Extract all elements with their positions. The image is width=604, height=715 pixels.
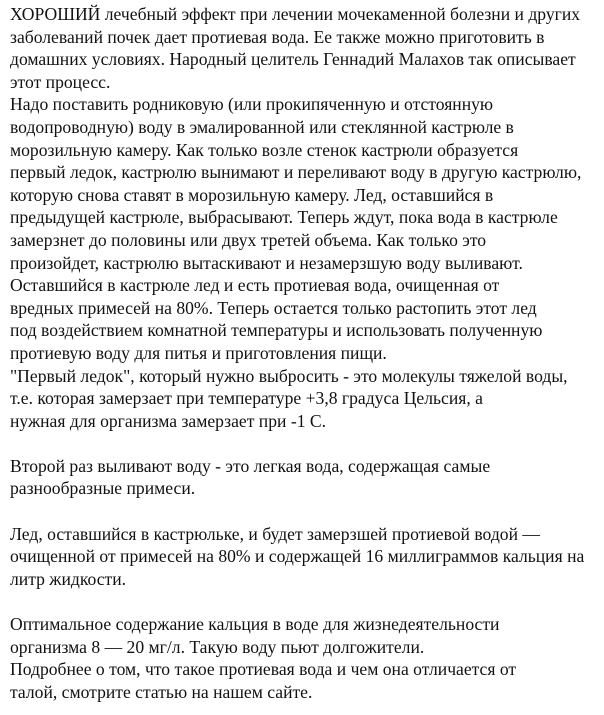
text-line: Оставшийся в кастрюле лед и есть протиевая вода, очищенная от: [10, 275, 500, 296]
text-line: первый ледок, кастрюлю вынимают и переливают воду в другую кастрюлю,: [10, 162, 582, 183]
text-line: вредных примесей на 80%. Теперь остается только растопить этот лед: [10, 297, 537, 318]
text-line: разнообразные примеси.: [10, 478, 196, 499]
blank-line: [10, 432, 598, 455]
text-line: Подробнее о том, что такое протиевая вода и чем она отличается от: [10, 659, 517, 680]
text-line: протиевую воду для питья и приготовления пищи.: [10, 342, 387, 363]
text-line: Надо поставить родниковую (или прокипяченную и отстоянную: [10, 94, 494, 115]
text-line: которую снова ставят в морозильную камеру. Лед, оставшийся в: [10, 184, 494, 205]
blank-line: [10, 590, 598, 613]
text-line: заболеваний почек дает протиевая вода. Ее также можно приготовить в: [10, 26, 545, 47]
text-line: морозильную камеру. Как только возле стенок кастрюли образуется: [10, 139, 519, 160]
text-line: этот процесс.: [10, 71, 111, 92]
text-line: предыдущей кастрюле, выбрасывают. Теперь ждут, пока вода в кастрюле: [10, 207, 558, 228]
text-line: нужная для организма замерзает при -1 С.: [10, 410, 327, 431]
text-line: произойдет, кастрюлю вытаскивают и незамерзшую воду выливают.: [10, 252, 523, 273]
text-line: водопроводную) воду в эмалированной или стеклянной кастрюле в: [10, 116, 514, 137]
text-line: организма 8 — 20 мг/л. Такую воду пьют долгожители.: [10, 636, 425, 657]
text-line: Второй раз выливают воду - это легкая вода, содержащая самые: [10, 455, 491, 476]
text-line: под воздействием комнатной температуры и использовать полученную: [10, 320, 543, 341]
text-line: ХОРОШИЙ лечебный эффект при лечении мочекаменной болезни и других: [10, 4, 581, 24]
text-line: "Первый ледок", который нужно выбросить - это молекулы тяжелой воды,: [10, 365, 568, 386]
text-line: очищенной от примесей на 80% и содержащей 16 миллиграммов кальция на: [10, 546, 585, 567]
text-line: домашних условиях. Народный целитель Геннадий Малахов так описывает: [10, 49, 576, 70]
text-line: замерзнет до половины или двух третей объема. Как только это: [10, 229, 487, 250]
text-line: литр жидкости.: [10, 568, 127, 589]
text-line: талой, смотрите статью на нашем сайте.: [10, 681, 313, 702]
text-line: Лед, оставшийся в кастрюльке, и будет замерзшей протиевой водой —: [10, 523, 540, 544]
blank-line: [10, 500, 598, 523]
text-line: Оптимальное содержание кальция в воде для жизнедеятельности: [10, 614, 500, 635]
text-line: т.е. которая замерзает при температуре +3,8 градуса Цельсия, а: [10, 388, 483, 409]
